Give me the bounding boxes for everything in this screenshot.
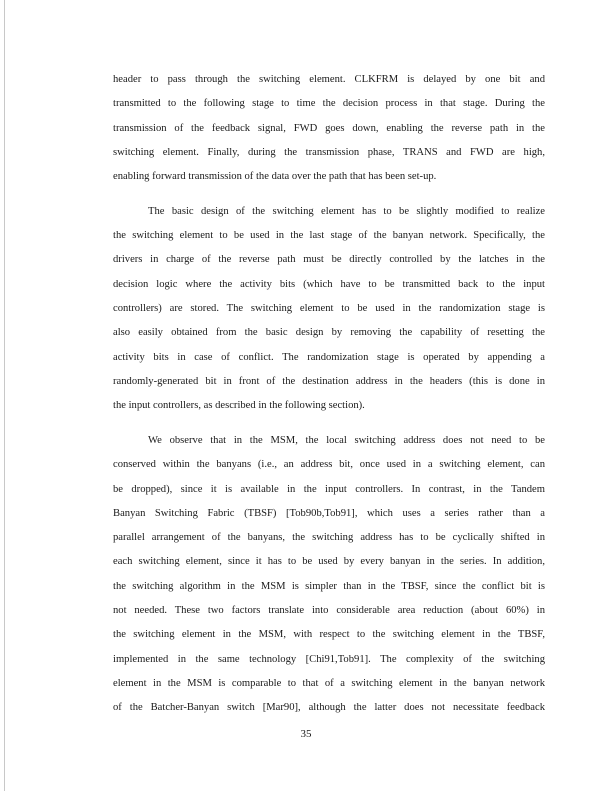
- text-line: drivers in charge of the reverse path must be directly controlled by the latches in the: [113, 254, 545, 266]
- text-line: of the Batcher-Banyan switch [Mar90], although the latter does not necessitate feedback: [113, 702, 545, 714]
- text-line: also easily obtained from the basic design by removing the capability of resetting the: [113, 327, 545, 339]
- paragraph-gap: [113, 189, 545, 199]
- text-line: decision logic where the activity bits (which have to be transmitted back to the input: [113, 278, 545, 290]
- scan-edge-line: [4, 0, 5, 791]
- text-line: implemented in the same technology [Chi91,Tob91]. The complexity of the switching: [113, 653, 545, 665]
- text-line: not needed. These two factors translate into considerable area reduction (about 60%) in: [113, 605, 545, 617]
- text-line: The basic design of the switching element has to be slightly modified to realize: [148, 205, 545, 217]
- text-line: randomly-generated bit in front of the destination address in the headers (this is done in: [113, 375, 545, 387]
- text-line: the switching element in the MSM, with respect to the switching element in the TBSF,: [113, 629, 545, 641]
- text-line: activity bits in case of conflict. The randomization stage is operated by appending a: [113, 351, 545, 363]
- paragraph-gap: [113, 419, 545, 429]
- text-line: the input controllers, as described in the following section).: [113, 400, 365, 412]
- paragraph-2: [113, 200, 545, 419]
- text-line: switching element. Finally, during the transmission phase, TRANS and FWD are high,: [113, 146, 545, 158]
- text-line: the switching algorithm in the MSM is simpler than in the TBSF, since the conflict bit is: [113, 580, 545, 592]
- text-line: header to pass through the switching element. CLKFRM is delayed by one bit and: [113, 74, 545, 85]
- text-line: each switching element, since it has to be used by every banyan in the series. In addition,: [113, 556, 545, 568]
- text-line: transmission of the feedback signal, FWD goes down, enabling the reverse path in the: [113, 122, 545, 134]
- body-text: [113, 68, 545, 721]
- paragraph-3: [113, 429, 545, 721]
- text-line: be dropped), since it is available in the input controllers. In contrast, in the Tandem: [113, 483, 545, 495]
- text-line: element in the MSM is comparable to that of a switching element in the banyan network: [113, 677, 545, 689]
- text-line: transmitted to the following stage to time the decision process in that stage. During the: [113, 98, 545, 110]
- text-line: the switching element to be used in the last stage of the banyan network. Specifically, the: [113, 230, 545, 242]
- text-line: conserved within the banyans (i.e., an address bit, once used in a switching element, can: [113, 459, 545, 471]
- text-line: controllers) are stored. The switching element to be used in the randomization stage is: [113, 303, 545, 315]
- text-line: We observe that in the MSM, the local switching address does not need to be: [148, 434, 545, 446]
- text-line: Banyan Switching Fabric (TBSF) [Tob90b,Tob91], which uses a series rather than a: [113, 507, 545, 519]
- paragraph-1: [113, 68, 545, 189]
- page-number: 35: [300, 728, 312, 740]
- text-line: enabling forward transmission of the data over the path that has been set-up.: [113, 171, 437, 183]
- text-line: parallel arrangement of the banyans, the switching address has to be cyclically shifted in: [113, 532, 545, 544]
